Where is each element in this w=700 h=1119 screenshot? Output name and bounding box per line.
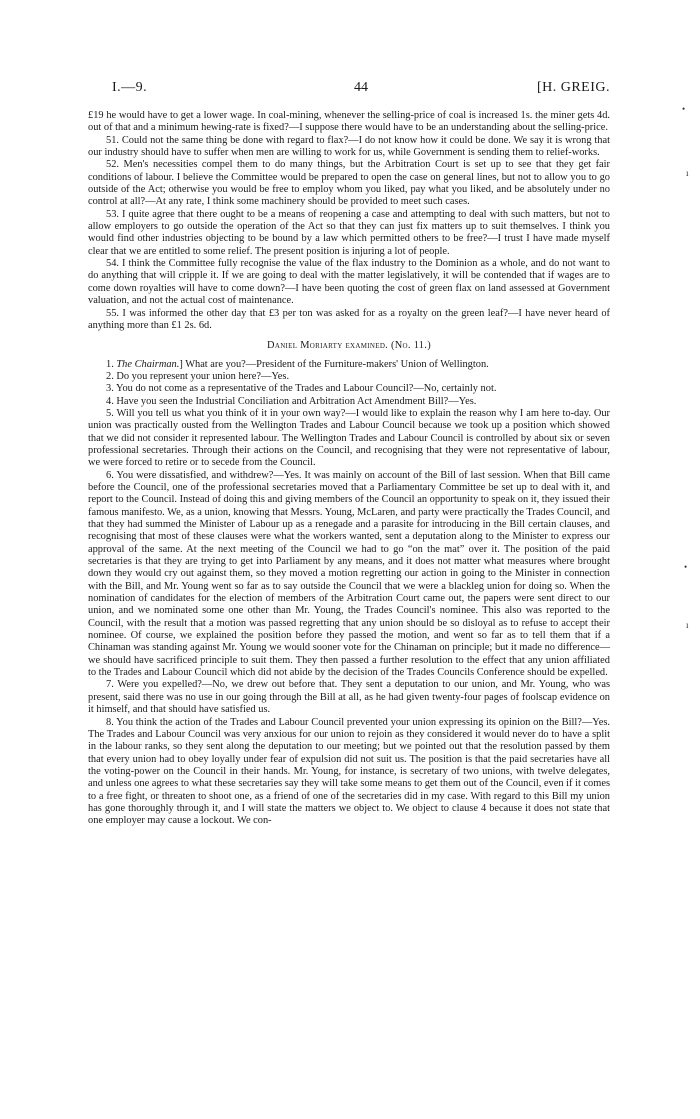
parliamentary-paper-ref: I.—9. <box>112 80 148 95</box>
page-body <box>88 110 610 828</box>
witness-header-ref: [H. GREIG. <box>536 80 610 95</box>
paragraph-q51: 51. Could not the same thing be done with regard to flax?—I do not know how it could be done. We say it is wrong that our industry should have to suffer when men are willing to work for us, while Government is sending them to relief-works. <box>88 134 610 159</box>
paragraph-q52: 52. Men's necessities compel them to do many things, but the Arbitration Court is set up to see that they get fair conditions of labour. I believe the Committee would be prepared to open the case on general lines, but not to allow you to go outside of the Act; otherwise you would be free to employ whom you liked, pay what you liked, and be absolutely under no control at all?—At any rate, I think some machinery should be provided to meet such cases. <box>88 159 610 208</box>
paragraph-q7: 7. Were you expelled?—No, we drew out before that. They sent a deputation to our union, and Mr. Young, who was present, said there was no use in our going through the Bill at all, as he had given twenty-four pages of foolscap evidence on it himself, and that should have satisfied us. <box>88 679 610 716</box>
q1-number: 1. <box>106 358 117 370</box>
witness-heading: Daniel Moriarty examined. (No. 11.) <box>267 340 431 352</box>
paragraph-q54: 54. I think the Committee fully recognise the value of the flax industry to the Dominion as a whole, and do not want to do anything that will cripple it. If we are going to deal with the matter legislatively, it will be contended that if wages are to come down royalties will have to come down?—I have been quoting the cost of green flax on land assessed at Government valuation, and not the actual cost of maintenance. <box>88 258 610 307</box>
page-number: 44 <box>354 80 368 95</box>
paragraph-q53: 53. I quite agree that there ought to be a means of reopening a case and attempting to deal with such matters, but not to allow employers to go outside the operation of the Act so that they can just fix matters up to suit themselves. I think you would find other industries objecting to be bound by a law which permitted others to be free?—I trust I have made myself clear that we are entitled to some relief. The present position is injuring a lot of people. <box>88 208 610 257</box>
paragraph-q55: 55. I was informed the other day that £3 per ton was asked for as a royalty on the green leaf?—I have never heard of anything more than £1 2s. 6d. <box>88 307 610 331</box>
paragraph-q8: 8. You think the action of the Trades and Labour Council prevented your union expressing its opinion on the Bill?—Yes. The Trades and Labour Council was very anxious for our union to rejoin as they considered it would never do to have a split in the labour ranks, so they sent along the deputation to our meeting; but we pointed out that the resolution passed by them that every union had to obey loyally under fear of expulsion did not suit us. The position is that the paid secretaries have all the voting-power on the Council in their hands. Mr. Young, for instance, is secretary of two unions, with twelve delegates, and unless one agrees to what these secretaries say they will take some means to get them out of the Council, even if it comes to a free fight, or threaten to shoot one, as a friend of one of the secretaries did in my case. With regard to this Bill my union has gone thoroughly through it, and I will state the matters we object to. We object to clause 4 because it does not state that one employer may cause a lockout. We con- <box>88 716 610 827</box>
paragraph-q6: 6. You were dissatisfied, and withdrew?—Yes. It was mainly on account of the Bill of last session. When that Bill came before the Council, one of the professional secretaries moved that a Parliamentary Committee be set up to deal with it, and report to the Council. Instead of doing this and giving members of the Council an opportunity to speak on it, they issued their famous manifesto. We, as a union, knowing that Messrs. Young, McLaren, and party were practically the Trades Council, and that they had summed the Minister of Labour up as a renegade and a parasite for introducing in the Bill certain clauses, and recognising that most of these clauses were what the workers wanted, sent a deputation along to the Minister to express our approval of the same. At the next meeting of the Council we had to go “on the mat” over it. The position of the paid secretaries is that they are trying to get into Parliament by any means, and it does not matter what measures where brought down they would cry out against them, so they moved a motion regretting our action in going to the Minister in connection with the Bill, and Mr. Young went so far as to say outside the Council that we were a blackleg union for doing so. When the nomination of candidates for the election of members of the Arbitration Court came out, the papers were sent direct to our union, and we nominated some one other than Mr. Young, the Trades Council's nominee. This also was reported to the Council, with the result that a motion was passed regretting that any union should be so disloyal as to refuse to accept their nominee. Of course, we explained the position before they passed the motion, and went so far as to tell them that if a Chinaman was standing against Mr. Young we would sooner vote for the Chinaman on principle; but it made no difference—we should have sacrificed principle to suit them. They then passed a further resolution to the effect that any union affiliated to the Trades and Labour Council which did not abide by the decision of the Trades Councils Conference should be expelled. <box>88 469 610 679</box>
margin-mark: • <box>682 104 686 114</box>
page-header <box>112 80 610 100</box>
paragraph-q4: 4. Have you seen the Industrial Conciliation and Arbitration Act Amendment Bill?—Yes. <box>106 395 477 407</box>
paragraph-q5: 5. Will you tell us what you think of it in your own way?—I would like to explain the reason why I am here to-day. Our union was practically ousted from the Wellington Trades and Labour Council because we took up a position which showed that we did not consider it represented labour. The Wellington Trades and Labour Council is controlled by about six or seven professional secretaries. Through their actions on the Council, and recognising that they were not representative of labour, we were forced to retire or to secede from the Council. <box>88 407 610 469</box>
margin-mark: ı <box>686 620 689 630</box>
paragraph-q3: 3. You do not come as a representative of the Trades and Labour Council?—No, certainly not. <box>106 383 497 395</box>
paragraph-q2: 2. Do you represent your union here?—Yes. <box>106 370 290 382</box>
q1-chairman: The Chairman. <box>116 358 180 370</box>
margin-mark: • <box>684 562 688 572</box>
paragraph-intro: £19 he would have to get a lower wage. In coal-mining, whenever the selling-price of coal is increased 1s. the miner gets 4d. out of that and a minimum hewing-rate is fixed?—I suppose there would have to be an understanding about the selling-price. <box>88 110 610 134</box>
margin-mark: ı <box>686 168 689 178</box>
q1-text: ] What are you?—President of the Furniture-makers' Union of Wellington. <box>179 358 489 370</box>
paragraph-q1 <box>88 359 610 371</box>
